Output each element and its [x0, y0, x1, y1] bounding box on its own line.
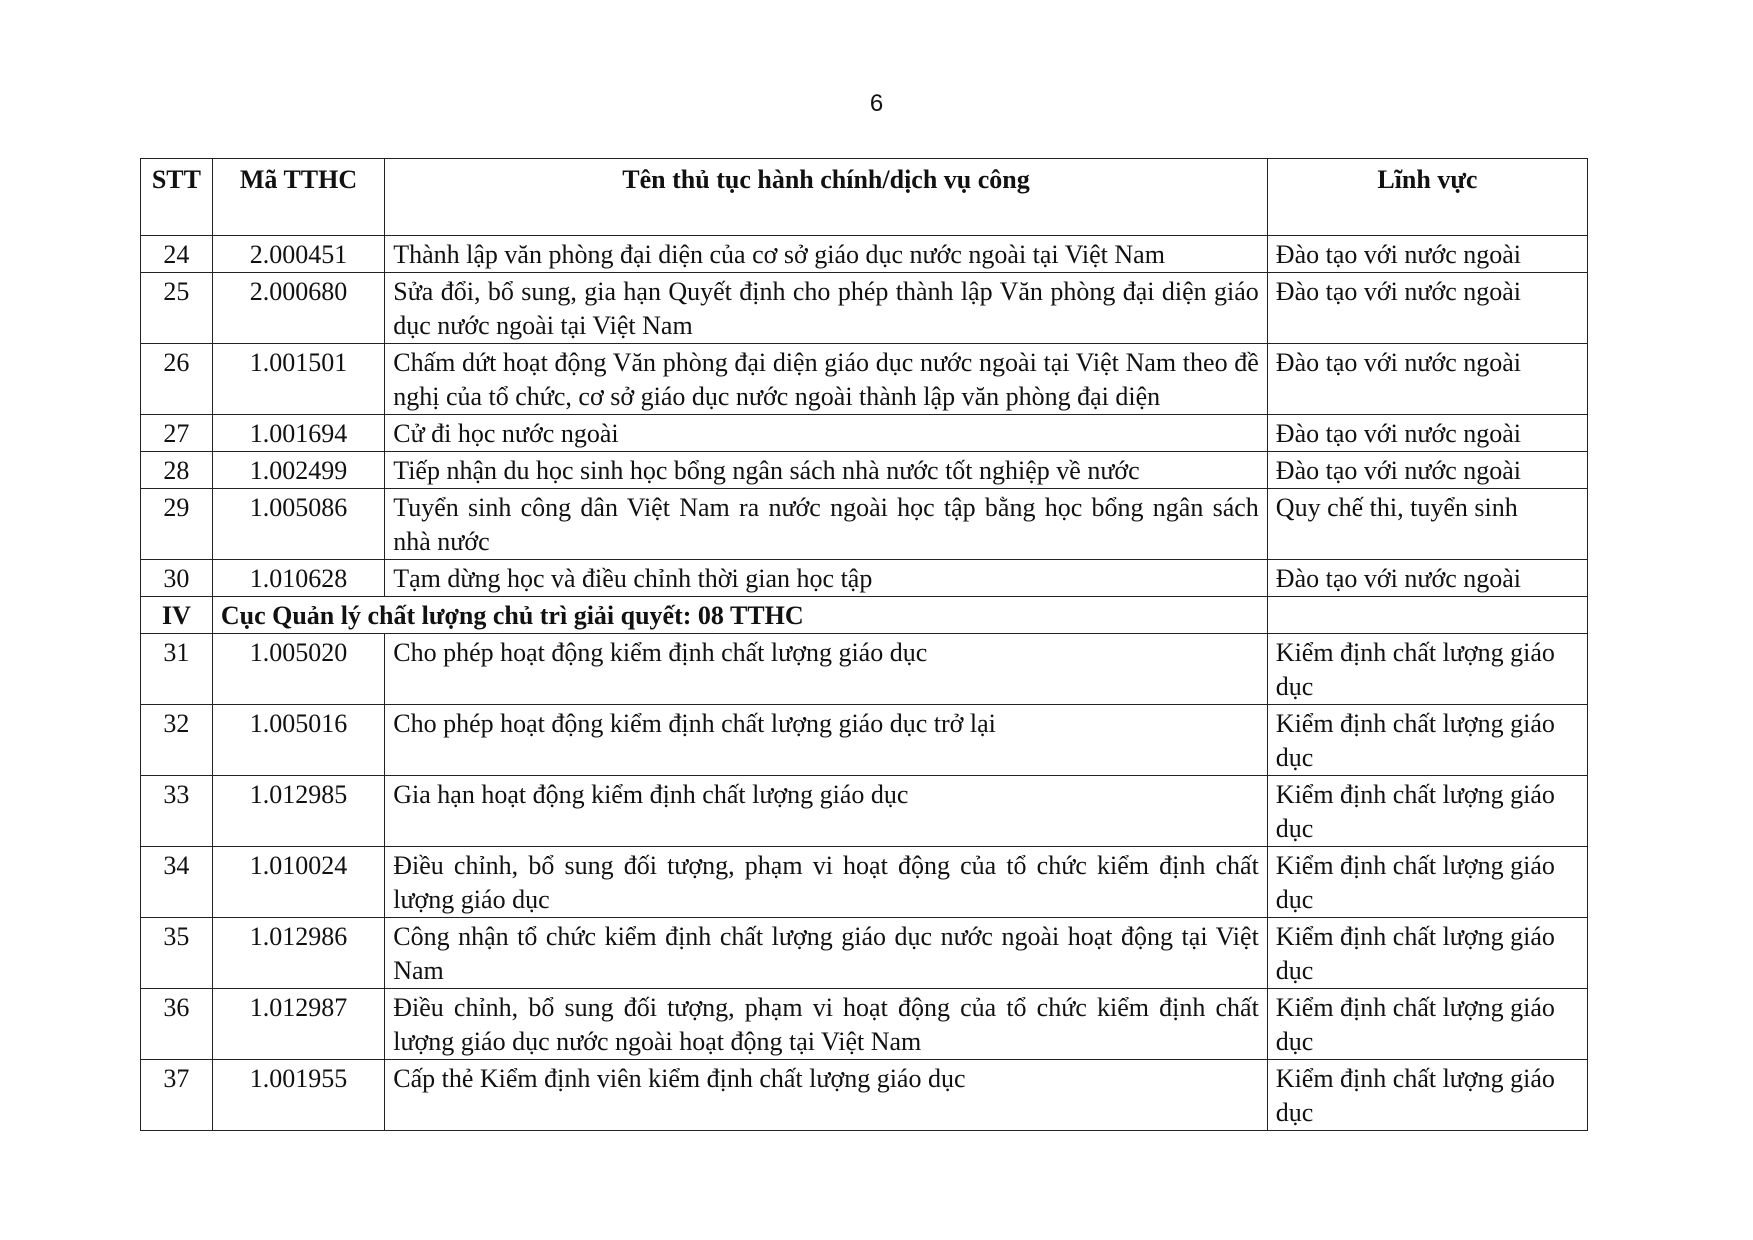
cell-stt: 28: [141, 452, 213, 489]
section-empty-cell: [1267, 597, 1587, 634]
cell-field: Kiểm định chất lượng giáo dục: [1267, 634, 1587, 705]
cell-stt: 30: [141, 560, 213, 597]
cell-code: 1.005016: [212, 705, 384, 776]
cell-name: Cử đi học nước ngoài: [385, 415, 1268, 452]
page-number: 6: [869, 90, 884, 117]
cell-code: 1.012986: [212, 918, 384, 989]
table-row: [141, 918, 1588, 989]
table-row: [141, 634, 1588, 705]
cell-name: Sửa đổi, bổ sung, gia hạn Quyết định cho phép thành lập Văn phòng đại diện giáo dục nước ngoài tại Việt Nam: [385, 273, 1268, 344]
cell-code: 2.000680: [212, 273, 384, 344]
cell-name: Chấm dứt hoạt động Văn phòng đại diện giáo dục nước ngoài tại Việt Nam theo đề nghị của tổ chức, cơ sở giáo dục nước ngoài thành lập văn phòng đại diện: [385, 344, 1268, 415]
cell-stt: 27: [141, 415, 213, 452]
cell-field: Đào tạo với nước ngoài: [1267, 344, 1587, 415]
cell-field: Kiểm định chất lượng giáo dục: [1267, 776, 1587, 847]
cell-name: Tạm dừng học và điều chỉnh thời gian học tập: [385, 560, 1268, 597]
cell-field: Đào tạo với nước ngoài: [1267, 560, 1587, 597]
cell-name: Điều chỉnh, bổ sung đối tượng, phạm vi hoạt động của tổ chức kiểm định chất lượng giáo dục nước ngoài hoạt động tại Việt Nam: [385, 989, 1268, 1060]
cell-name: Cho phép hoạt động kiểm định chất lượng giáo dục: [385, 634, 1268, 705]
cell-name: Cấp thẻ Kiểm định viên kiểm định chất lượng giáo dục: [385, 1060, 1268, 1131]
table-row: [141, 705, 1588, 776]
cell-stt: 33: [141, 776, 213, 847]
cell-code: 1.012985: [212, 776, 384, 847]
procedures-table: [140, 158, 1588, 1131]
cell-name: Thành lập văn phòng đại diện của cơ sở giáo dục nước ngoài tại Việt Nam: [385, 236, 1268, 273]
header-code: Mã TTHC: [212, 159, 384, 236]
cell-stt: 32: [141, 705, 213, 776]
table-row: [141, 989, 1588, 1060]
cell-stt: 26: [141, 344, 213, 415]
cell-code: 1.001694: [212, 415, 384, 452]
table-row: [141, 452, 1588, 489]
cell-name: Cho phép hoạt động kiểm định chất lượng giáo dục trở lại: [385, 705, 1268, 776]
table-row: [141, 273, 1588, 344]
cell-code: 2.000451: [212, 236, 384, 273]
table-row: [141, 1060, 1588, 1131]
cell-field: Kiểm định chất lượng giáo dục: [1267, 1060, 1587, 1131]
cell-stt: 35: [141, 918, 213, 989]
cell-stt: 36: [141, 989, 213, 1060]
cell-name: Điều chỉnh, bổ sung đối tượng, phạm vi hoạt động của tổ chức kiểm định chất lượng giáo dục: [385, 847, 1268, 918]
cell-code: 1.010024: [212, 847, 384, 918]
cell-code: 1.001501: [212, 344, 384, 415]
cell-code: 1.001955: [212, 1060, 384, 1131]
cell-field: Đào tạo với nước ngoài: [1267, 415, 1587, 452]
cell-code: 1.010628: [212, 560, 384, 597]
cell-name: Gia hạn hoạt động kiểm định chất lượng giáo dục: [385, 776, 1268, 847]
cell-stt: 29: [141, 489, 213, 560]
cell-code: 1.012987: [212, 989, 384, 1060]
section-title: Cục Quản lý chất lượng chủ trì giải quyết: 08 TTHC: [212, 597, 1267, 634]
cell-field: Quy chế thi, tuyển sinh: [1267, 489, 1587, 560]
cell-field: Đào tạo với nước ngoài: [1267, 273, 1587, 344]
cell-field: Đào tạo với nước ngoài: [1267, 236, 1587, 273]
table-header-row: [141, 159, 1588, 236]
cell-field: Đào tạo với nước ngoài: [1267, 452, 1587, 489]
section-number: IV: [141, 597, 213, 634]
cell-field: Kiểm định chất lượng giáo dục: [1267, 847, 1587, 918]
cell-code: 1.002499: [212, 452, 384, 489]
cell-code: 1.005020: [212, 634, 384, 705]
cell-code: 1.005086: [212, 489, 384, 560]
table-row: [141, 415, 1588, 452]
cell-field: Kiểm định chất lượng giáo dục: [1267, 989, 1587, 1060]
cell-field: Kiểm định chất lượng giáo dục: [1267, 918, 1587, 989]
cell-stt: 25: [141, 273, 213, 344]
header-field: Lĩnh vực: [1267, 159, 1587, 236]
cell-name: Công nhận tổ chức kiểm định chất lượng giáo dục nước ngoài hoạt động tại Việt Nam: [385, 918, 1268, 989]
table-row: [141, 344, 1588, 415]
header-stt: STT: [141, 159, 213, 236]
table-row: [141, 236, 1588, 273]
cell-stt: 37: [141, 1060, 213, 1131]
cell-stt: 31: [141, 634, 213, 705]
table-row: [141, 560, 1588, 597]
cell-stt: 34: [141, 847, 213, 918]
cell-name: Tiếp nhận du học sinh học bổng ngân sách nhà nước tốt nghiệp về nước: [385, 452, 1268, 489]
table-row: [141, 489, 1588, 560]
table-row: [141, 847, 1588, 918]
cell-name: Tuyển sinh công dân Việt Nam ra nước ngoài học tập bằng học bổng ngân sách nhà nước: [385, 489, 1268, 560]
section-row: [141, 597, 1588, 634]
cell-field: Kiểm định chất lượng giáo dục: [1267, 705, 1587, 776]
cell-stt: 24: [141, 236, 213, 273]
table-row: [141, 776, 1588, 847]
header-name: Tên thủ tục hành chính/dịch vụ công: [385, 159, 1268, 236]
